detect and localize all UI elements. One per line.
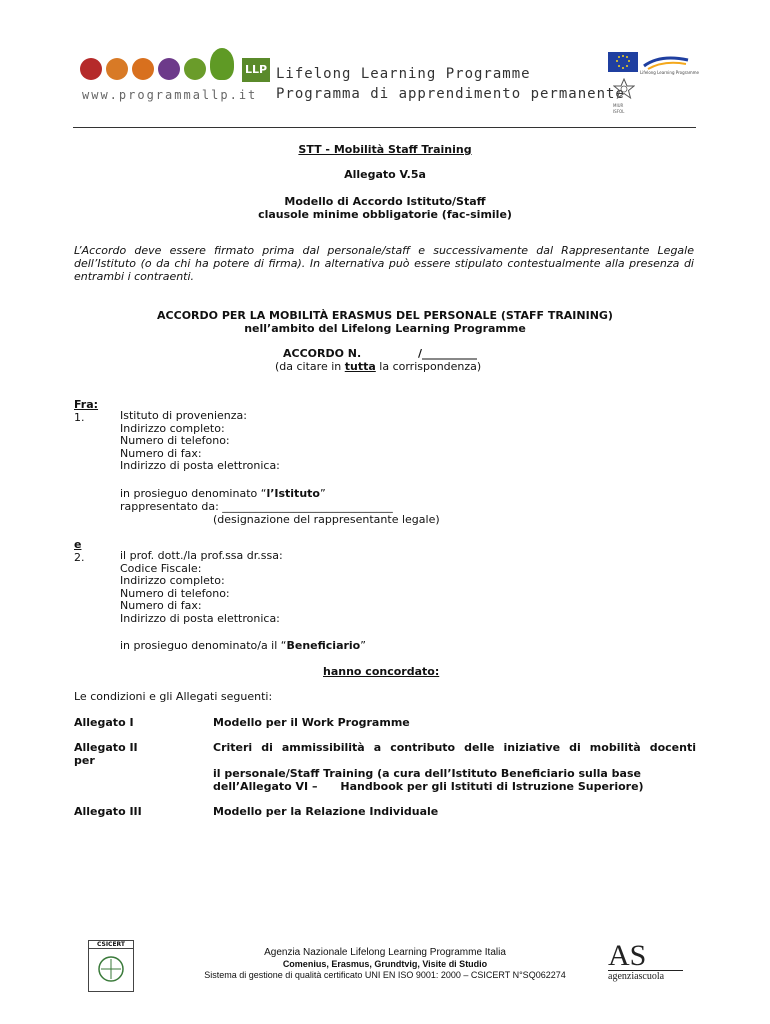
footer-line-1: Agenzia Nazionale Lifelong Learning Programme Italia xyxy=(264,947,506,958)
party2-field: Codice Fiscale: xyxy=(120,561,202,575)
footer-line-2: Comenius, Erasmus, Grundtvig, Visite di Studio xyxy=(282,959,488,969)
doc-title-3: Modello di Accordo Istituto/Staff xyxy=(284,195,486,208)
annex-text-cont: il personale/Staff Training (a cura dell’Istituto Beneficiario sulla base xyxy=(213,767,641,780)
cite-pre: (da citare in xyxy=(275,360,345,373)
agreement-number-blank: /__________ xyxy=(418,347,478,360)
as-logo-caption: agenziascuola xyxy=(608,970,683,982)
logo-swirl-orange-icon xyxy=(106,58,128,80)
party1-field: Numero di fax: xyxy=(120,446,202,460)
annex-text-cont: dell’Allegato VI – Handbook per gli Istituti di Istruzione Superiore) xyxy=(213,780,644,793)
logo-swirl-red-icon xyxy=(80,58,102,80)
logo-line-1: Lifelong Learning Programme xyxy=(276,66,531,82)
party1-field: Indirizzo di posta elettronica: xyxy=(120,459,280,473)
party1-fields xyxy=(120,410,280,473)
party1-field: Indirizzo completo: xyxy=(120,421,225,435)
party2-label: e xyxy=(74,538,82,551)
party2-num: 2. xyxy=(74,551,85,564)
ministry-line-1: MIUR xyxy=(613,103,624,108)
agenziascuola-logo xyxy=(608,940,683,985)
agreement-heading-1: ACCORDO PER LA MOBILITÀ ERASMUS DEL PERSONALE (STAFF TRAINING) xyxy=(157,309,613,322)
party2-field: il prof. dott./la prof.ssa dr.ssa: xyxy=(120,549,283,562)
party2-field: Numero di fax: xyxy=(120,599,202,613)
party2-field: Indirizzo di posta elettronica: xyxy=(120,611,280,625)
eu-caption: Lifelong Learning Programme xyxy=(640,70,699,75)
logo-swirl-green2-icon xyxy=(210,48,234,80)
logo-line-2: Programma di apprendimento permanente xyxy=(276,86,625,102)
party1-field: Numero di telefono: xyxy=(120,434,230,448)
doc-title-1: STT - Mobilità Staff Training xyxy=(298,143,472,156)
doc-title-4: clausole minime obbligatorie (fac-simile) xyxy=(258,208,512,221)
llp-programme-logo xyxy=(642,52,690,72)
party1-field: Istituto di provenienza: xyxy=(120,409,247,422)
conditions-text: Le condizioni e gli Allegati seguenti: xyxy=(74,690,273,703)
annex-text: Criteri di ammissibilità a contributo delle iniziative di mobilità docenti xyxy=(213,741,696,754)
party1-label: Fra: xyxy=(74,398,99,411)
logo-swirl-green-icon xyxy=(184,58,206,80)
party1-representative: rappresentato da: _______________________________ xyxy=(120,500,393,513)
logo-swirl-purple-icon xyxy=(158,58,180,80)
annex-label: Allegato I xyxy=(74,716,134,729)
eu-flag-icon xyxy=(608,52,638,72)
party1-denomination: in prosieguo denominato “l’Istituto” xyxy=(120,487,326,500)
llp-badge: LLP xyxy=(242,58,270,82)
italian-emblem-icon xyxy=(613,78,635,100)
cite-post: la corrispondenza) xyxy=(375,360,482,373)
logo-swirl-orange2-icon xyxy=(132,58,154,80)
agreement-number-label: ACCORDO N. xyxy=(283,347,362,360)
agreement-heading-2: nell’ambito del Lifelong Learning Programme xyxy=(244,322,526,335)
party1-rep-caption: (designazione del rappresentante legale) xyxy=(213,513,440,526)
header-divider xyxy=(73,127,696,128)
annex-label: Allegato II xyxy=(74,741,138,754)
party2-fields xyxy=(120,550,283,626)
doc-title-2: Allegato V.5a xyxy=(344,168,426,181)
party2-denomination: in prosieguo denominato/a il “Beneficiario” xyxy=(120,639,366,652)
llp-logo xyxy=(78,50,273,108)
party2-field: Numero di telefono: xyxy=(120,586,230,600)
party1-num: 1. xyxy=(74,411,85,424)
party2-field: Indirizzo completo: xyxy=(120,574,225,588)
logo-url: www.programmallp.it xyxy=(82,88,258,102)
agreed-heading: hanno concordato: xyxy=(323,665,440,678)
annex-label: Allegato III xyxy=(74,805,142,818)
annex-label-cont: per xyxy=(74,754,95,767)
intro-paragraph: L’Accordo deve essere firmato prima dal personale/staff e successivamente dal Rappresentante Legale dell’Istituto (o da chi ha potere di firma). In alternativa può essere stipulato contestualmente alla presenza di entrambi i contraenti. xyxy=(74,244,694,283)
annex-text: Modello per il Work Programme xyxy=(213,716,410,729)
csicert-label: CSICERT xyxy=(89,941,133,949)
as-logo-mark: AS xyxy=(608,939,647,972)
agreement-cite-note xyxy=(275,360,481,373)
cite-word: tutta xyxy=(344,360,376,373)
ministry-line-2: ISFOL xyxy=(613,109,625,114)
footer-line-3: Sistema di gestione di qualità certificato UNI EN ISO 9001: 2000 – CSICERT N°SQ062274 xyxy=(204,970,566,980)
annex-text: Modello per la Relazione Individuale xyxy=(213,805,439,818)
